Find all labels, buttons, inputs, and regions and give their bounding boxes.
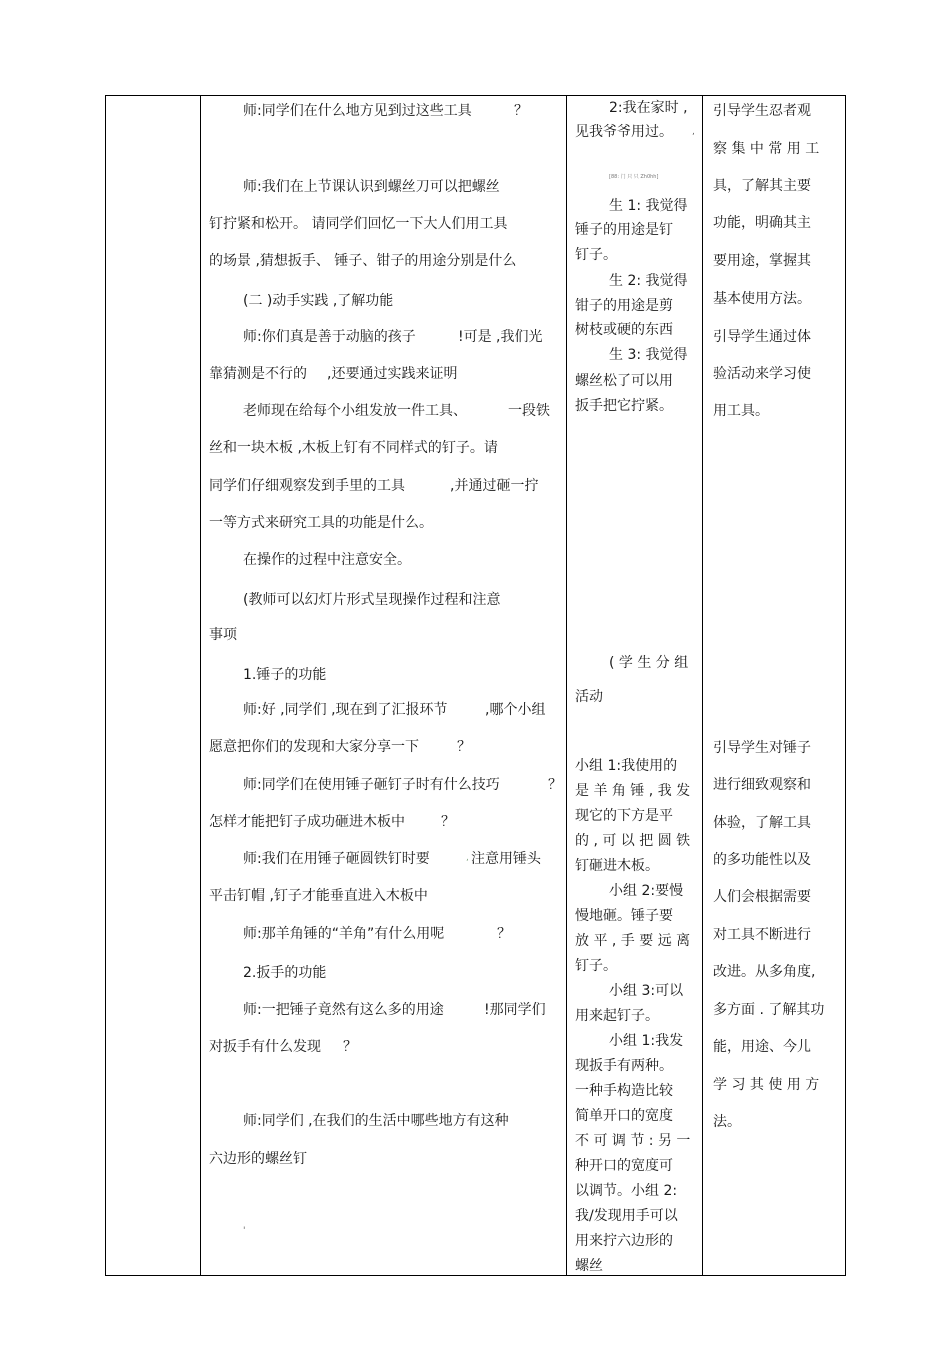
student-line: 小组 2:要慢 [609,883,684,899]
student-line: 的 , 可 以 把 圆 铁 [575,833,691,849]
student-line: 我/发现用手可以 [575,1208,678,1224]
intent-line: 能，用途、今儿 [713,1039,811,1055]
student-line: 小组 1:我使用的 [575,758,678,774]
intent-line: 对工具不断进行 [713,927,811,943]
intent-line: 验活动来学习使 [713,366,811,382]
student-line: 是 羊 角 锤 , 我 发 [575,783,691,799]
student-line: 钉子。 [575,247,617,263]
teacher-line: !那同学们 [484,1002,546,1018]
student-line: ( 学 生 分 组 [609,655,689,671]
teacher-line: 师:你们真是善于动脑的孩子 [243,329,416,345]
intent-line: 基本使用方法。 [713,291,811,307]
teacher-line: 师:我们在用锤子砸圆铁钉时要 [243,851,430,867]
teacher-line: 丝和一块木板 ,木板上钉有不同样式的钉子。请 [209,440,498,456]
student-line: 不 可 调 节 : 另 一 [575,1133,691,1149]
student-line: 钳子的用途是剪 [575,298,673,314]
student-line: 简单开口的宽度 [575,1108,673,1124]
teacher-line: 怎样才能把钉子成功砸进木板中 [209,814,405,830]
student-line: 现扳手有两种。 [575,1058,673,1074]
student-line: 小组 1:我发 [609,1033,684,1049]
stage-column [106,96,200,1275]
intent-line: 体验，了解工具 [713,815,811,831]
student-line: 慢地砸。锤子要 [575,908,673,924]
teacher-line: !可是 ,我们光 [458,329,543,345]
teacher-line: 2.扳手的功能 [243,965,327,981]
student-line: 用来拧六边形的 [575,1233,673,1249]
teacher-line: 在操作的过程中注意安全。 [243,552,411,568]
intent-line: 具，了解其主要 [713,178,811,194]
teacher-line: 一等方式来研究工具的功能是什么。 [209,515,433,531]
teacher-line: 的场景 ,猜想扳手、 锤子、钳子的用途分别是什么 [209,253,517,269]
teacher-line: 师:那羊角锤的“羊角”有什么用呢 [243,926,445,942]
teacher-line: (二 )动手实践 ,了解功能 [243,293,394,309]
teacher-line: ,还要通过实践来证明 [327,366,458,382]
teacher-line: 事项 [209,627,237,643]
student-line: 钉子。 [575,958,617,974]
intent-line: 进行细致观察和 [713,777,811,793]
intent-line: 功能，明确其主 [713,215,811,231]
student-line: 生 2: 我觉得 [609,273,688,289]
teacher-line: 六边形的螺丝钉 [209,1151,307,1167]
intent-line: 用工具。 [713,403,769,419]
column-divider [566,95,567,1276]
teacher-line: 师:同学们 ,在我们的生活中哪些地方有这种 [243,1113,509,1129]
teacher-line: 1.锤子的功能 [243,667,327,683]
student-line: 一种手构造比较 [575,1083,673,1099]
intent-line: 改进。从多角度, [713,964,816,980]
student-line: 扳手把它拧紧。 [575,398,673,414]
teacher-line: 注意用锤头 [471,851,541,867]
student-line: 活动 [575,689,603,705]
student-line: 螺丝 [575,1258,603,1274]
teacher-line: 师:同学们在使用锤子砸钉子时有什么技巧 [243,777,500,793]
intent-line: 的多功能性以及 [713,852,811,868]
student-line: 树枝或硬的东西 [575,322,673,338]
speck: , [466,853,469,863]
teacher-line: 一段铁 [508,403,550,419]
student-line: 以调节。小组 2: [575,1183,678,1199]
intent-line: 要用途，掌握其 [713,253,811,269]
teacher-line: ？ [514,103,528,119]
teacher-line: 靠猜测是不行的 [209,366,307,382]
student-line: 种开口的宽度可 [575,1158,673,1174]
student-line: 螺丝松了可以用 [575,373,673,389]
student-line: 生 3: 我觉得 [609,347,688,363]
student-line: 生 1: 我觉得 [609,198,688,214]
student-line: 放 平 , 手 要 远 离 [575,933,691,949]
teacher-line: ？ [343,1039,357,1055]
lesson-table [105,95,846,1276]
teacher-line: ？ [441,814,455,830]
student-line: 现它的下方是平 [575,808,673,824]
teacher-line: ,并通过砸一拧 [450,478,539,494]
teacher-line: 老师现在给每个小组发放一件工具、 [243,403,467,419]
intent-line: 学 习 其 使 用 方 [713,1077,820,1093]
student-line: 锤子的用途是钉 [575,222,673,238]
teacher-line: ,哪个小组 [485,702,546,718]
intent-line: 引导学生忍者观 [713,103,811,119]
teacher-line: 对扳手有什么发现 [209,1039,321,1055]
intent-line: 察 集 中 常 用 工 [713,141,820,157]
teacher-line: ？ [457,739,471,755]
teacher-line: 平击钉帽 ,钉子才能垂直进入木板中 [209,888,428,904]
intent-line: 多方面 . 了解其功 [713,1002,825,1018]
teacher-line: 同学们仔细观察发到手里的工具 [209,478,405,494]
speck: , [692,127,695,137]
student-line: 钉砸进木板。 [575,858,659,874]
student-line: 见我爷爷用过。 [575,124,673,140]
student-line: 2:我在家时 , [609,100,688,116]
student-line: 用来起钉子。 [575,1008,659,1024]
teacher-line: ？ [497,926,511,942]
column-divider [200,95,201,1276]
student-line: 小组 3:可以 [609,983,684,999]
teacher-line: (教师可以幻灯片形式呈现操作过程和注意 [243,592,501,608]
teacher-line: 钉拧紧和松开。 请同学们回忆一下大人们用工具 [209,216,508,232]
teacher-line: 师:好 ,同学们 ,现在到了汇报环节 [243,702,448,718]
teacher-line: 师:同学们在什么地方见到过这些工具 [243,103,472,119]
teacher-line: ？ [548,777,562,793]
teacher-line: 师:一把锤子竟然有这么多的用途 [243,1002,444,1018]
intent-line: 引导学生对锤子 [713,740,811,756]
intent-line: 法。 [713,1114,741,1130]
intent-line: 引导学生通过体 [713,329,811,345]
tiny-note: [88: 门 只 只 Zh0hh] [609,174,659,180]
teacher-line: 师:我们在上节课认识到螺丝刀可以把螺丝 [243,179,500,195]
intent-line: 人们会根据需要 [713,889,811,905]
column-divider [702,95,703,1276]
teacher-line: 愿意把你们的发现和大家分享一下 [209,739,419,755]
speck: ' [243,1226,246,1236]
